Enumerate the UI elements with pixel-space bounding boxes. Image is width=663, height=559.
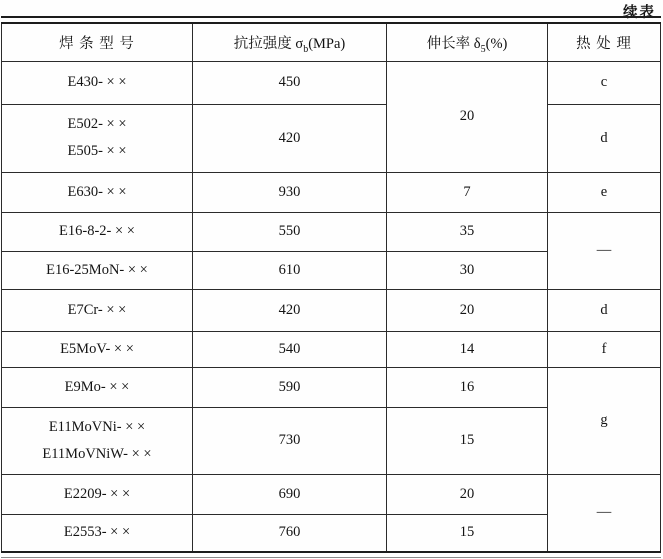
table-row [2, 331, 661, 367]
header-elongation-prefix: 伸长率 δ [426, 35, 481, 52]
table-row [2, 61, 661, 104]
model-line-1: E502- × × [67, 116, 127, 133]
tensile-cell: 550 [193, 212, 387, 251]
header-heat-label: 热 处 理 [576, 35, 632, 52]
elongation-cell: 35 [387, 212, 548, 251]
tensile-cell: 690 [193, 474, 387, 514]
header-model-label: 焊 条 型 号 [59, 35, 135, 52]
header-tensile-strength [193, 23, 387, 61]
model-line-1: E11MoVNi- × × [48, 418, 146, 435]
heat-cell: e [548, 172, 661, 212]
model-cell: E7Cr- × × [2, 289, 193, 331]
heat-cell: d [548, 289, 661, 331]
header-tensile-suffix: (MPa) [308, 35, 346, 52]
model-cell: E16-8-2- × × [2, 212, 193, 251]
model-cell: E9Mo- × × [2, 367, 193, 407]
tensile-cell: 420 [193, 289, 387, 331]
header-tensile-prefix: 抗拉强度 σ [233, 35, 304, 52]
model-cell: E16-25MoN- × × [2, 251, 193, 289]
heat-cell: c [548, 61, 661, 104]
tensile-cell: 450 [193, 61, 387, 104]
table-row [2, 212, 661, 251]
model-cell: E630- × × [2, 172, 193, 212]
elongation-cell: 20 [387, 474, 548, 514]
heat-cell-merged: — [548, 474, 661, 552]
header-model [2, 23, 193, 61]
tensile-cell: 420 [193, 104, 387, 172]
model-cell: E2209- × × [2, 474, 193, 514]
elongation-cell-merged: 20 [387, 61, 548, 172]
continued-table-label: 续表 [623, 5, 656, 21]
model-cell: E2553- × × [2, 514, 193, 552]
model-cell [2, 407, 193, 474]
table-row [2, 172, 661, 212]
elongation-cell: 15 [387, 407, 548, 474]
tensile-cell: 760 [193, 514, 387, 552]
header-row [2, 23, 661, 61]
tensile-cell: 610 [193, 251, 387, 289]
model-cell: E5MoV- × × [2, 331, 193, 367]
elongation-cell: 7 [387, 172, 548, 212]
heat-cell: f [548, 331, 661, 367]
model-line-2: E505- × × [67, 143, 127, 159]
tensile-cell: 930 [193, 172, 387, 212]
heat-cell-merged: — [548, 212, 661, 289]
spec-table-wrapper [1, 16, 661, 558]
model-cell: E430- × × [2, 61, 193, 104]
header-elongation [387, 23, 548, 61]
electrode-spec-table [1, 22, 661, 553]
elongation-cell: 14 [387, 331, 548, 367]
heat-cell: d [548, 104, 661, 172]
elongation-cell: 15 [387, 514, 548, 552]
header-heat-treatment [548, 23, 661, 61]
header-tensile-subscript: b [303, 43, 309, 55]
elongation-cell: 30 [387, 251, 548, 289]
elongation-cell: 16 [387, 367, 548, 407]
model-cell [2, 104, 193, 172]
heat-cell-merged: g [548, 367, 661, 474]
tensile-cell: 730 [193, 407, 387, 474]
header-elongation-suffix: (%) [485, 35, 508, 52]
table-row [2, 367, 661, 407]
table-row [2, 104, 661, 172]
model-line-2: E11MoVNiW- × × [42, 445, 152, 462]
header-elongation-subscript: 5 [480, 43, 486, 55]
table-row [2, 474, 661, 514]
tensile-cell: 540 [193, 331, 387, 367]
tensile-cell: 590 [193, 367, 387, 407]
table-row [2, 289, 661, 331]
elongation-cell: 20 [387, 289, 548, 331]
